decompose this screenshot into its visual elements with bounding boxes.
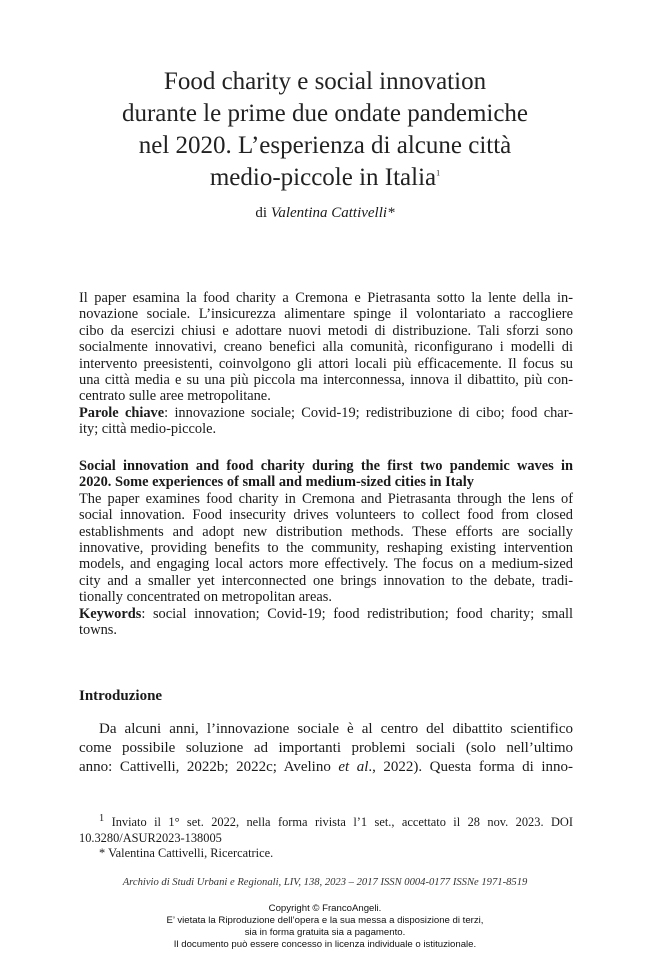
- keywords-line: ity; città medio-piccole.: [79, 421, 217, 438]
- title-line: durante le prime due ondate pandemiche: [121, 100, 529, 127]
- title-footnote-mark: 1: [436, 168, 441, 178]
- intro-paragraph: [79, 720, 573, 777]
- keywords-label: Keywords: [79, 605, 142, 622]
- abstract-line: novazione sociale. L’insicurezza alimentare spinge il volontariato a raccogliere: [79, 306, 573, 323]
- keywords-line: towns.: [79, 622, 117, 639]
- title-line-text: medio-piccole in Italia: [209, 164, 437, 191]
- keywords-text: : social innovation; Covid-19; food redistribution; food charity; small: [141, 605, 573, 622]
- body-text: ., 2022). Questa forma di inno-: [368, 759, 573, 775]
- body-line: Da alcuni anni, l’innovazione sociale è al centro del dibattito scientifico: [99, 721, 573, 737]
- author-line: [0, 205, 650, 222]
- abstract-line: socialmente innovativi, creano benefici alla comunità, riconfigurano i modelli di: [79, 339, 573, 356]
- section-heading: Introduzione: [79, 688, 163, 704]
- footnote-text: Inviato il 1° set. 2022, nella forma rivista l’1 set., accettato il 28 nov. 2023. DOI: [111, 815, 573, 830]
- footnote-mark: 1: [99, 813, 105, 824]
- title-line: nel 2020. L’esperienza di alcune città: [138, 132, 512, 159]
- body-italic: et al: [338, 759, 369, 775]
- abstract-line: tionally concentrated on metropolitan areas.: [79, 589, 332, 606]
- body-line: [79, 758, 573, 777]
- abstract-line: intervento preesistenti, coinvolgono gli attori locali più efficacemente. Il focus su: [79, 355, 573, 372]
- abstract-line: centrato sulle aree metropolitane.: [79, 388, 271, 405]
- footnotes: [79, 811, 573, 862]
- abstract-line: Il paper esamina la food charity a Cremona e Pietrasanta sotto la lente della in-: [79, 290, 573, 306]
- english-title-line: Social innovation and food charity during the first two pandemic waves in: [79, 458, 573, 474]
- abstract-italian: [79, 290, 573, 438]
- abstract-line: establishments and adopt new distribution methods. These efforts are socially: [79, 523, 573, 540]
- footnote-line: [79, 811, 573, 831]
- abstract-line: innovative, providing benefits to the community, reshaping existing intervention: [79, 540, 573, 557]
- author-name: Valentina Cattivelli*: [270, 205, 395, 221]
- abstract-line: The paper examines food charity in Cremona and Pietrasanta through the lens of: [79, 490, 573, 507]
- title-line: [60, 162, 590, 194]
- body-text: anno: Cattivelli, 2022b; 2022c; Avelino: [79, 759, 339, 775]
- english-title-line: 2020. Some experiences of small and medium-sized cities in Italy: [79, 474, 474, 491]
- copyright-line: Il documento può essere concesso in licenza individuale o istituzionale.: [173, 939, 477, 950]
- journal-citation: Archivio di Studi Urbani e Regionali, LIV, 138, 2023 – 2017 ISSN 0004-0177 ISSNe 1971-8519: [122, 877, 528, 888]
- copyright-line: sia in forma gratuita sia a pagamento.: [244, 927, 406, 938]
- keywords-label: Parole chiave: [79, 404, 165, 421]
- title-line: Food charity e social innovation: [163, 68, 487, 95]
- keywords-text: : innovazione sociale; Covid-19; redistribuzione di cibo; food char-: [164, 404, 573, 421]
- copyright-notice: [0, 903, 650, 951]
- footnote-line: * Valentina Cattivelli, Ricercatrice.: [99, 846, 274, 861]
- keywords-line: [79, 606, 573, 622]
- abstract-line: una città media e su una più piccola ma interconnessa, innova il dibattito, più con-: [79, 372, 573, 389]
- keywords-line: [79, 405, 573, 421]
- abstract-english: [79, 458, 573, 638]
- copyright-line: E’ vietata la Riproduzione dell’opera e la sua messa a disposizione di terzi,: [166, 915, 484, 926]
- copyright-line: Copyright © FrancoAngeli.: [268, 903, 382, 914]
- paper-title: [60, 66, 590, 194]
- abstract-line: cibo da esercizi chiusi e adottare nuovi metodi di distribuzione. Tali sforzi sono: [79, 322, 573, 339]
- footnote-line: 10.3280/ASUR2023-138005: [79, 830, 222, 845]
- body-line: come possibile soluzione ad importanti problemi sociali (solo nell’ultimo: [79, 740, 573, 756]
- author-prefix: di: [255, 205, 268, 221]
- abstract-line: social innovation. Food insecurity drives volunteers to collect food from closed: [79, 507, 573, 524]
- abstract-line: city and a smaller yet interconnected one brings innovation to the debate, tradi-: [79, 572, 573, 589]
- abstract-line: models, and engaging local actors more effectively. The focus on a medium-sized: [79, 556, 573, 573]
